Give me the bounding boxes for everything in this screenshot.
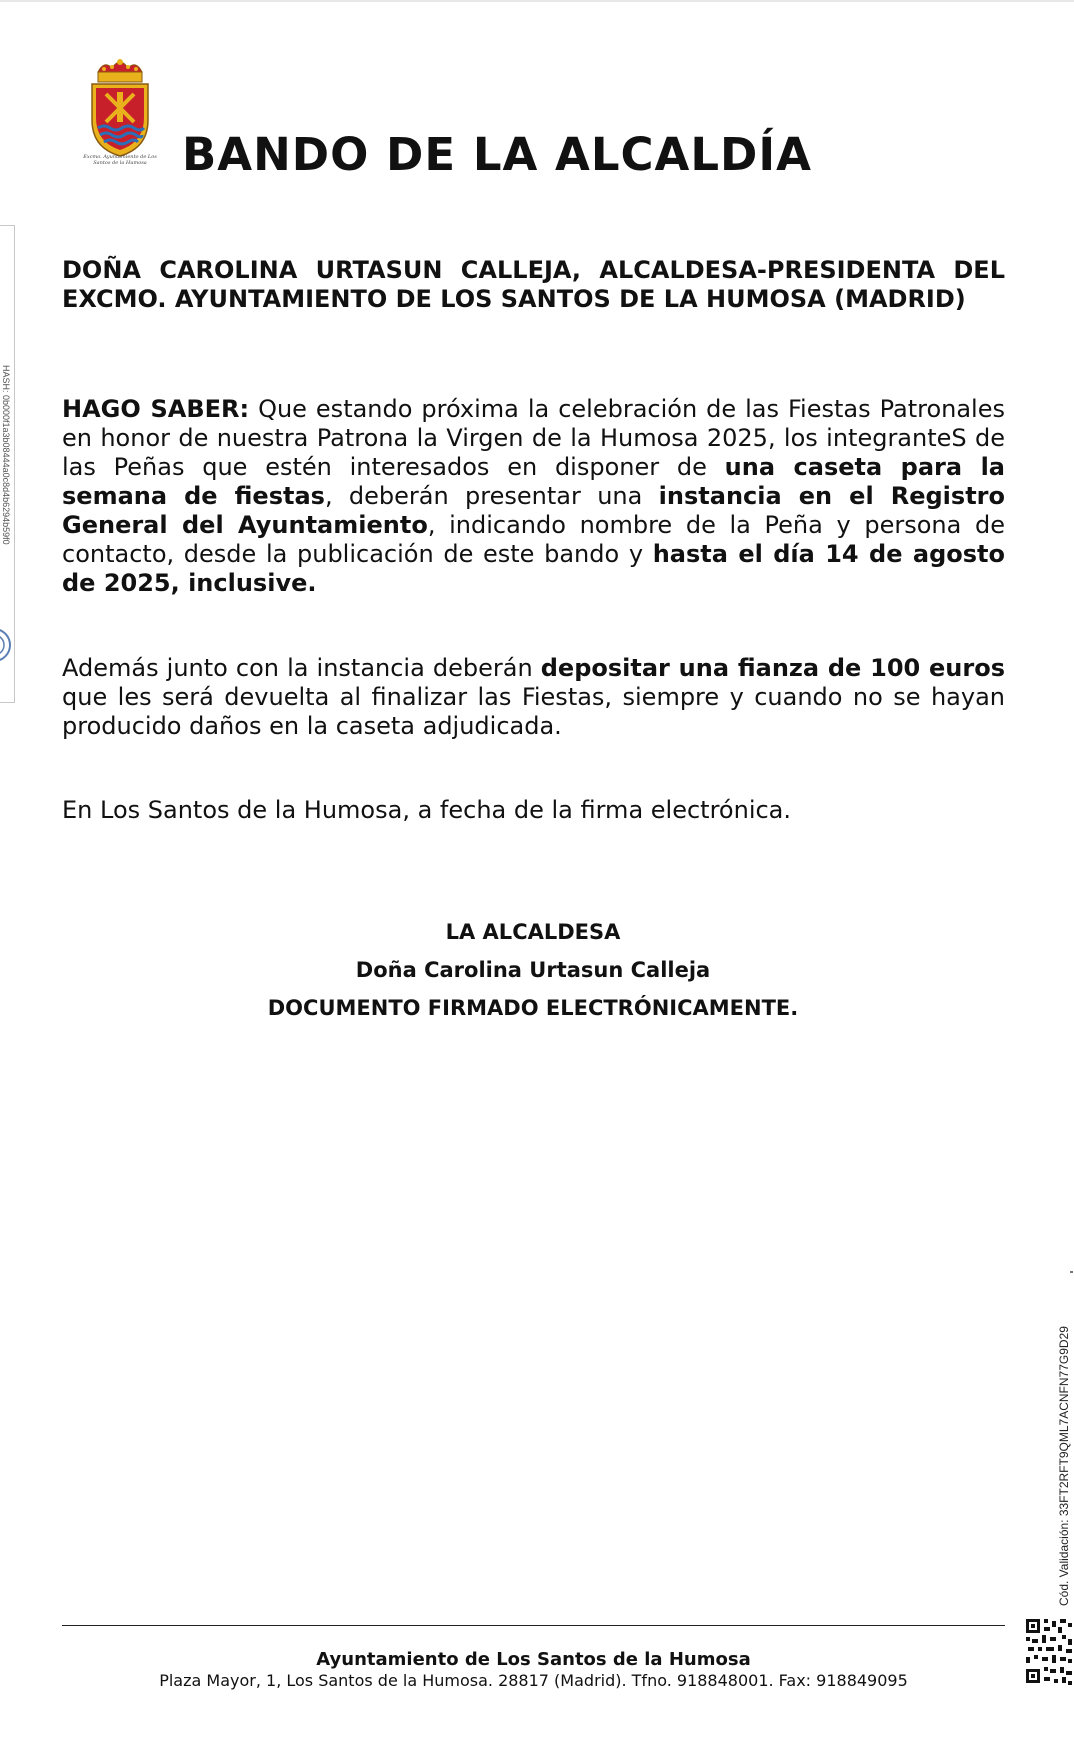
announcement-part: Que estando próxima la celebración de las Fiestas Patronales en honor de nuestra Patrona la Virgen de la Humosa 2025, los integranteS de las Peñas que estén interesados en disponer de [62,395,1005,481]
right-margin-tick [1070,1271,1073,1273]
announcement-part: HAGO SABER: [62,395,250,423]
announcement-part: una caseta para la semana de fiestas [62,453,1005,510]
qr-code-icon[interactable] [1024,1617,1074,1689]
announcement-part: instancia en el Registro General del Ayuntamiento [62,482,1005,539]
logo-caption: Excmo. Ayuntamiento de Los Santos de la Humosa [83,154,157,166]
paragraph-place-date: En Los Santos de la Humosa, a fecha de la firma electrónica. [62,796,792,824]
footer-address: Plaza Mayor, 1, Los Santos de la Humosa. 28817 (Madrid). Tfno. 918848001. Fax: 918849095 [159,1671,908,1690]
mayor-heading: DOÑA CAROLINA URTASUN CALLEJA, ALCALDESA-PRESIDENTA DEL EXCMO. AYUNTAMIENTO DE LOS SANTOS DE LA HUMOSA (MADRID) [62,256,1005,313]
left-margin-hash: HASH: 0b000f1a3b08444a0c8d4b6294b59f0 [1,365,11,545]
seal-icon [0,625,12,665]
signature-name: Doña Carolina Urtasun Calleja [355,958,711,982]
paragraph-announcement [62,395,1005,598]
validation-code: Cód. Validación: 33FT2RFT9QML7ACNFN77G9D29 [1057,1326,1071,1606]
top-edge [0,0,1074,2]
announcement-part: hasta el día 14 de agosto de 2025, inclusive. [62,540,1005,597]
footer-organization: Ayuntamiento de Los Santos de la Humosa [316,1649,751,1670]
paragraph-deposit [62,654,1005,741]
announcement-part: , indicando nombre de la Peña y persona de contacto, desde la publicación de este bando y [62,511,1006,568]
document-title: BANDO DE LA ALCALDÍA [182,128,812,181]
deposit-part: depositar una fianza de 100 euros [540,654,1005,682]
signature-note: DOCUMENTO FIRMADO ELECTRÓNICAMENTE. [267,996,799,1020]
deposit-part: Además junto con la instancia deberán [62,654,541,682]
announcement-part: , deberán presentar una [324,482,659,510]
deposit-part: que les será devuelta al finalizar las Fiestas, siempre y cuando no se hayan producido daños en la caseta adjudicada. [62,683,1005,740]
footer-divider [62,1625,1005,1626]
signature-role: LA ALCALDESA [445,920,621,944]
